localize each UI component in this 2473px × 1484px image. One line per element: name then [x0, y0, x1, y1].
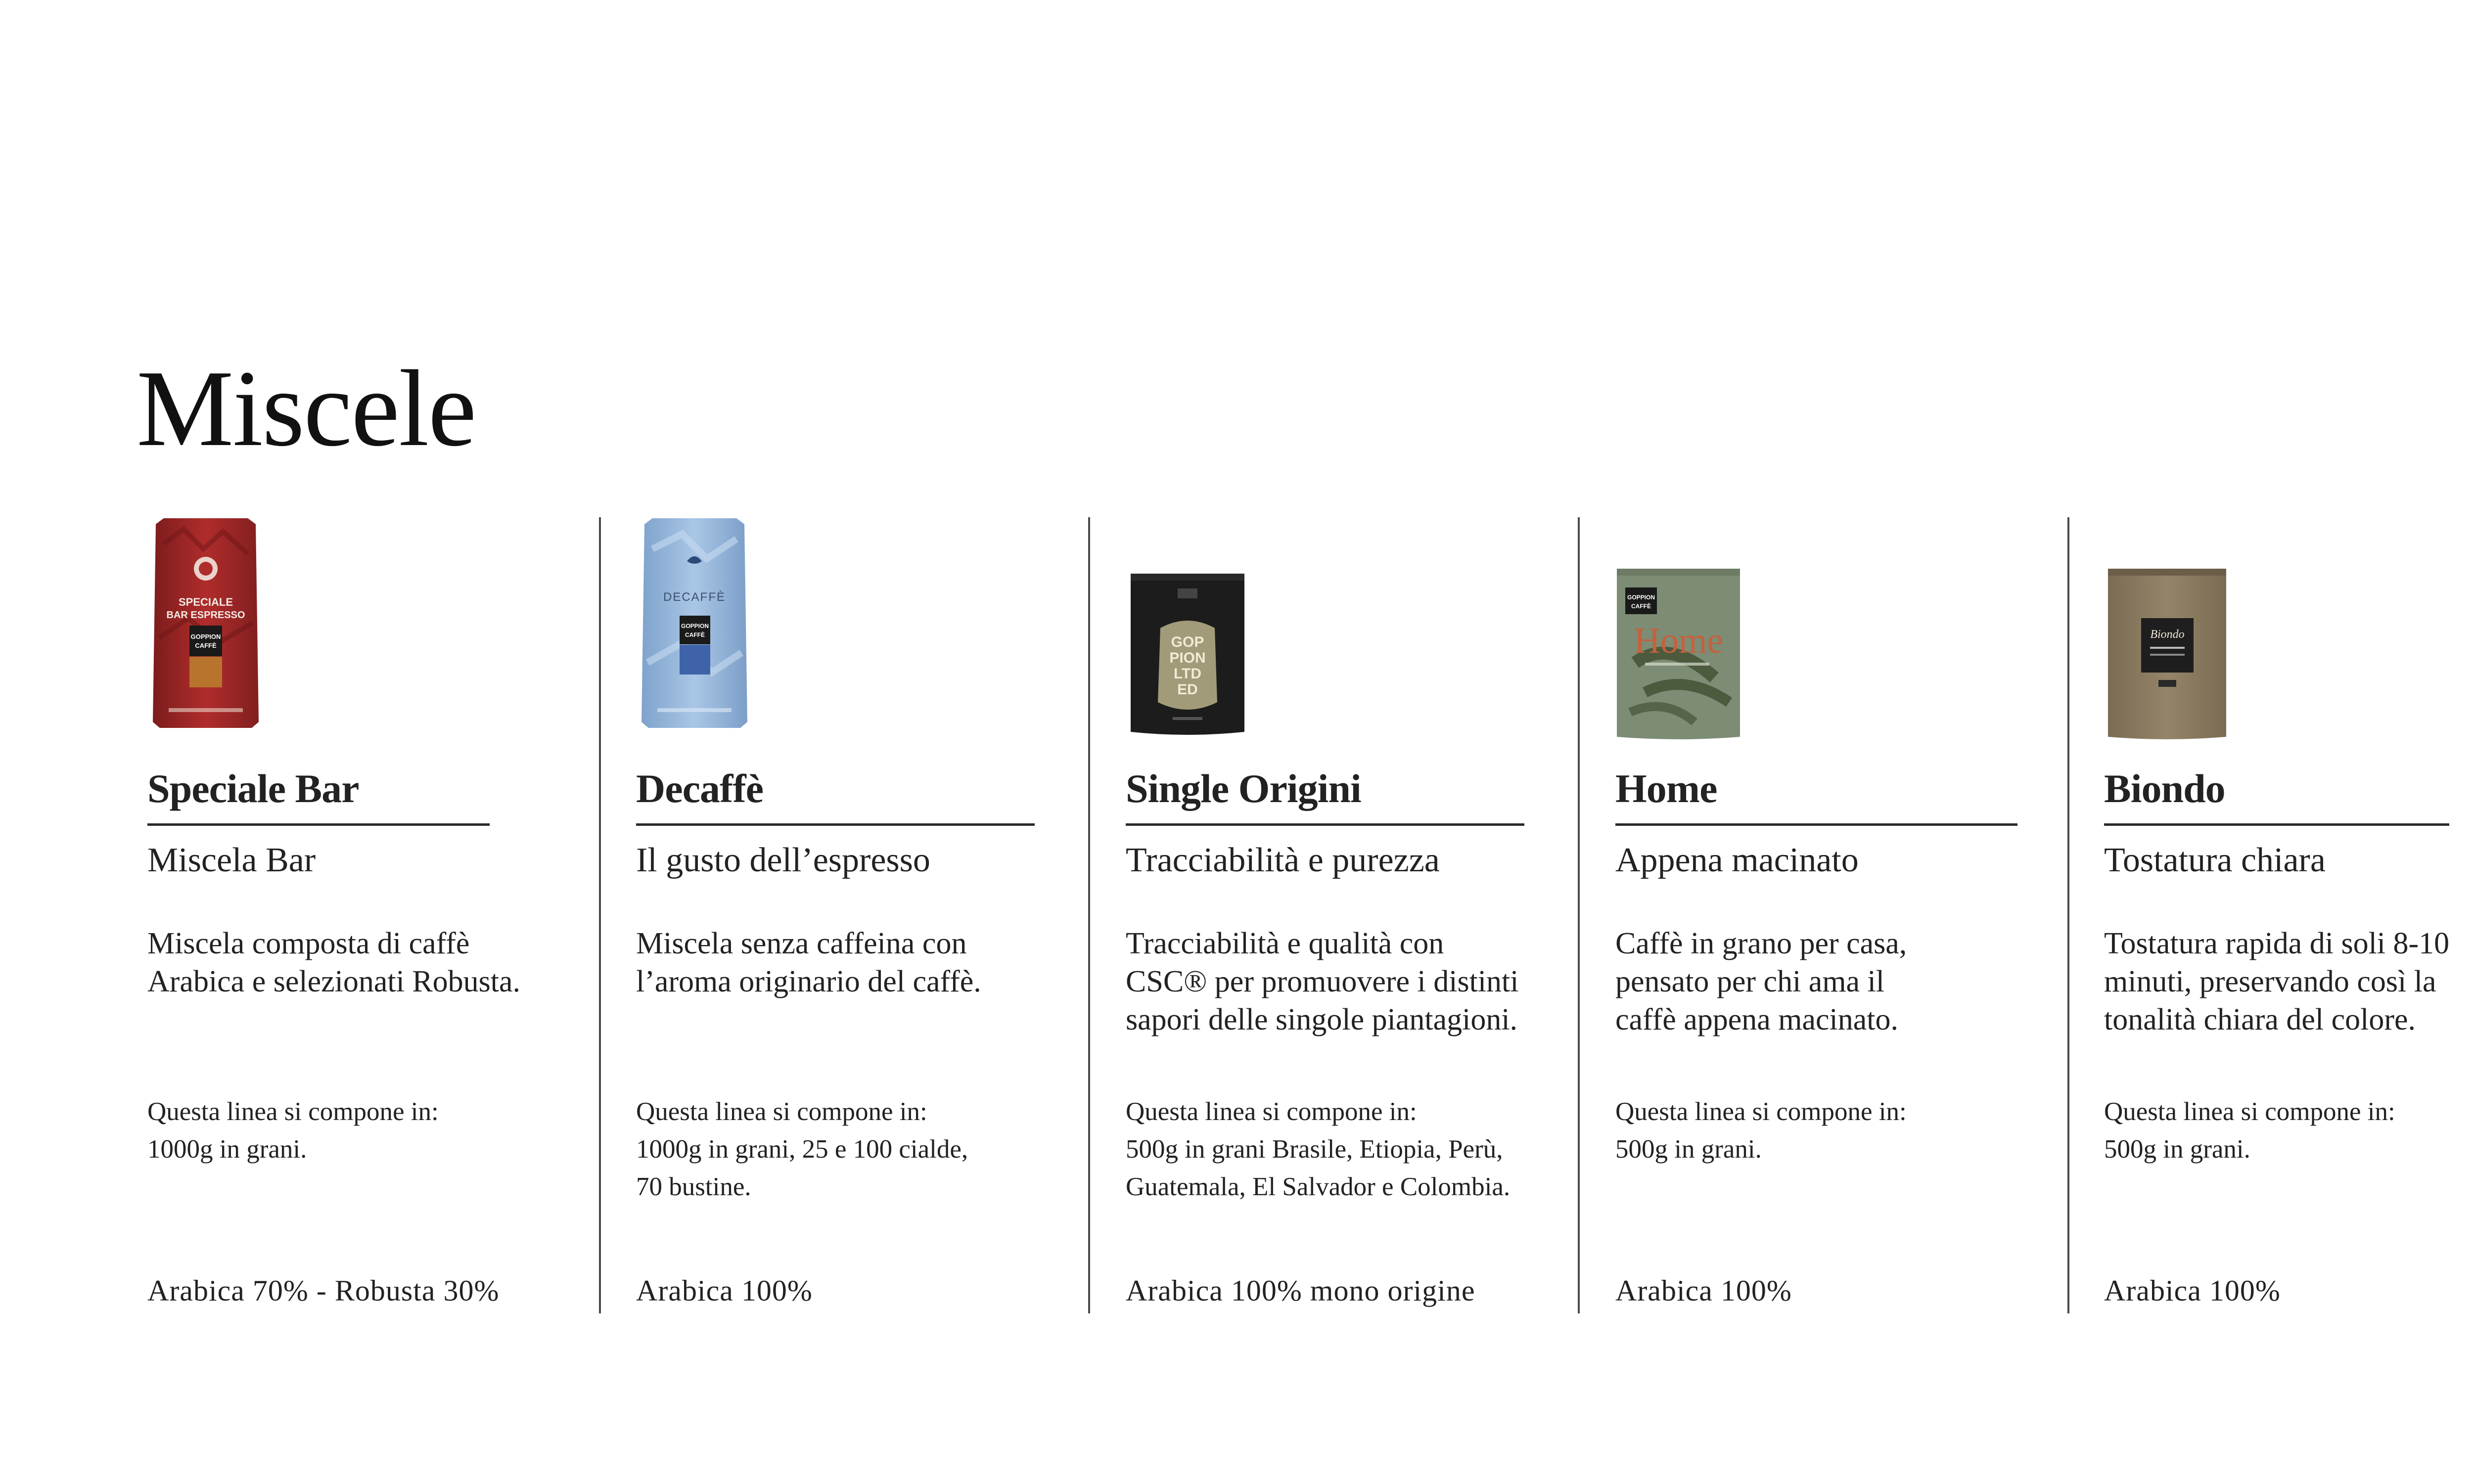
- composition-label: Questa linea si compone in:: [636, 1097, 927, 1126]
- bag-label-line-4: ED: [1177, 681, 1198, 698]
- title-underline: [1126, 823, 1524, 826]
- composition-label: Questa linea si compone in:: [1615, 1097, 1907, 1126]
- red-coffee-bag-icon: [149, 514, 297, 742]
- product-subtitle: Tostatura chiara: [2104, 841, 2326, 879]
- page-title: Miscele: [137, 348, 476, 469]
- product-name: Home: [1615, 766, 1717, 811]
- bag-label-line-1: GOP: [1171, 634, 1204, 650]
- product-description: Tracciabilità e qualità con CSC® per promuovere i distinti sapori delle singole piantagioni.: [1126, 927, 1519, 1036]
- bag-brand-line-1: GOPPION: [681, 623, 709, 630]
- product-bag-image: [638, 514, 751, 732]
- product-subtitle: Miscela Bar: [147, 841, 316, 879]
- green-coffee-pouch-icon: [1615, 514, 1764, 742]
- product-description: Tostatura rapida di soli 8-10 minuti, preservando così la tonalità chiara del colore.: [2104, 927, 2450, 1036]
- product-bag-image: [2107, 514, 2235, 742]
- product-name: Single Origini: [1126, 766, 1361, 811]
- kraft-coffee-pouch-icon: [2107, 514, 2255, 742]
- product-bag-image: [1615, 514, 1744, 742]
- composition-label: Questa linea si compone in:: [2104, 1097, 2395, 1126]
- product-subtitle: Tracciabilità e purezza: [1126, 841, 1440, 879]
- product-name: Speciale Bar: [147, 766, 359, 811]
- product-name: Decaffè: [636, 766, 764, 811]
- blue-coffee-bag-icon: [638, 514, 786, 742]
- bag-label-line-2: BAR ESPRESSO: [166, 610, 245, 621]
- column-divider: [1088, 517, 1090, 1313]
- bag-brand-line-2: CAFFÈ: [1631, 603, 1651, 610]
- blend-info: Arabica 100%: [1615, 1274, 1792, 1307]
- bag-label-line-1: DECAFFÈ: [663, 590, 726, 604]
- blend-info: Arabica 70% - Robusta 30%: [147, 1274, 500, 1307]
- bag-brand-line-2: CAFFÈ: [195, 642, 217, 649]
- product-bag-image: [149, 514, 263, 732]
- blend-info: Arabica 100% mono origine: [1126, 1274, 1475, 1307]
- bag-label-line-1: Home: [1634, 621, 1724, 661]
- column-divider: [2067, 517, 2069, 1313]
- title-underline: [1615, 823, 2017, 826]
- bag-brand-line-1: GOPPION: [190, 633, 221, 640]
- blend-info: Arabica 100%: [2104, 1274, 2281, 1307]
- composition-formats: 1000g in grani, 25 e 100 cialde, 70 bustine.: [636, 1135, 968, 1201]
- bag-label-line-3: LTD: [1173, 666, 1202, 682]
- column-divider: [599, 517, 601, 1313]
- product-subtitle: Appena macinato: [1615, 841, 1859, 879]
- composition-formats: 500g in grani Brasile, Etiopia, Perù, Guatemala, El Salvador e Colombia.: [1126, 1135, 1511, 1201]
- product-description: Caffè in grano per casa, pensato per chi ama il caffè appena macinato.: [1615, 927, 1907, 1036]
- product-subtitle: Il gusto dell’espresso: [636, 841, 930, 879]
- product-name: Biondo: [2104, 766, 2225, 811]
- title-underline: [2104, 823, 2449, 826]
- composition-formats: 500g in grani.: [2104, 1135, 2250, 1164]
- bag-brand-line-1: GOPPION: [1627, 594, 1655, 601]
- product-description: Miscela senza caffeina con l’aroma originario del caffè.: [636, 927, 981, 998]
- title-underline: [147, 823, 490, 826]
- bag-label-line-2: PION: [1169, 650, 1206, 666]
- composition-label: Questa linea si compone in:: [147, 1097, 439, 1126]
- black-coffee-pouch-icon: [1126, 514, 1274, 742]
- title-underline: [636, 823, 1035, 826]
- bag-label-line-1: SPECIALE: [178, 596, 233, 608]
- blend-info: Arabica 100%: [636, 1274, 813, 1307]
- column-divider: [1578, 517, 1580, 1313]
- bag-brand-line-2: CAFFÈ: [685, 631, 705, 638]
- bag-label-line-1: Biondo: [2150, 628, 2185, 641]
- composition-formats: 500g in grani.: [1615, 1135, 1762, 1164]
- product-description: Miscela composta di caffè Arabica e selezionati Robusta.: [147, 927, 521, 998]
- composition-formats: 1000g in grani.: [147, 1135, 307, 1164]
- composition-label: Questa linea si compone in:: [1126, 1097, 1417, 1126]
- product-bag-image: [1126, 514, 1254, 742]
